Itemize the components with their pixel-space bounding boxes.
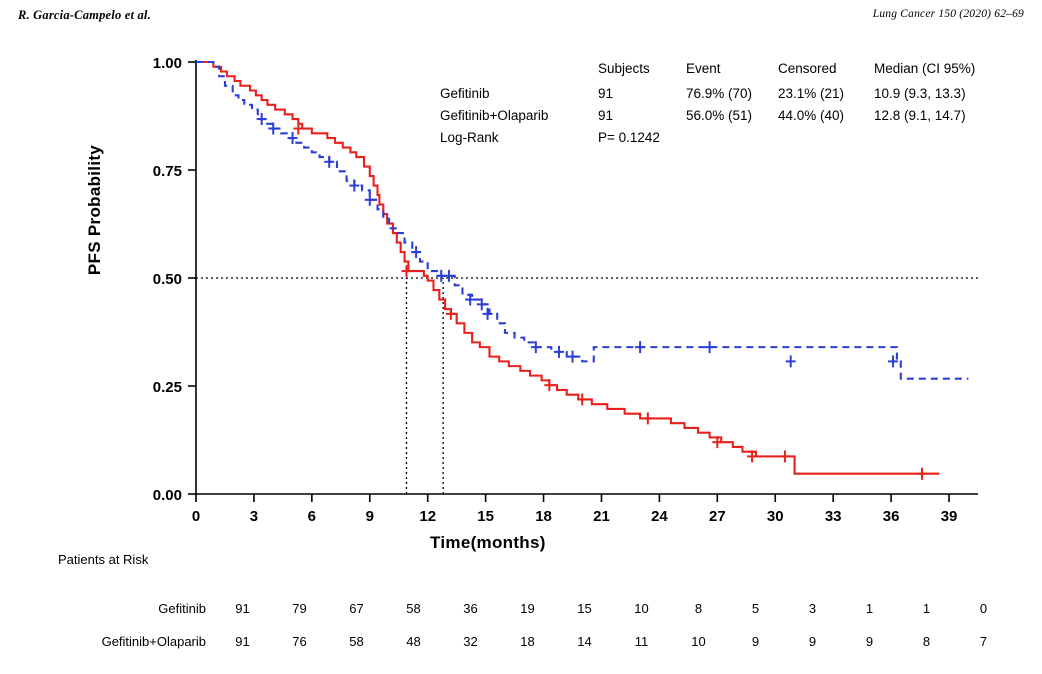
logrank-label: Log-Rank (440, 130, 499, 145)
svg-text:0: 0 (191, 508, 201, 525)
risk-cell: 79 (292, 601, 307, 616)
risk-cell: 32 (463, 634, 478, 649)
svg-text:21: 21 (593, 508, 610, 525)
censor-marks-1 (293, 123, 927, 480)
y-axis-label: PFS Probability (85, 144, 104, 276)
svg-text:3: 3 (249, 508, 259, 525)
y-axis-ticks (153, 55, 196, 504)
svg-text:18: 18 (535, 508, 552, 525)
risk-row-label-gefitinib-olaparib: Gefitinib+Olaparib (101, 634, 206, 649)
header-authors: R. Garcia-Campelo et al. (18, 8, 151, 22)
legend-subjects-gefitinib-olaparib: 91 (598, 108, 614, 123)
legend-event-gefitinib: 76.9% (70) (686, 86, 753, 101)
legend-col-event: Event (686, 61, 721, 76)
legend-event-gefitinib-olaparib: 56.0% (51) (686, 108, 753, 123)
risk-cell: 19 (520, 601, 535, 616)
header-journal: Lung Cancer 150 (2020) 62–69 (872, 8, 1024, 20)
svg-text:39: 39 (940, 508, 958, 525)
risk-cell: 14 (577, 634, 592, 649)
svg-text:15: 15 (477, 508, 494, 525)
legend-row-logrank (440, 127, 975, 149)
patients-at-risk-title: Patients at Risk (58, 552, 149, 567)
risk-cell: 7 (979, 634, 988, 649)
risk-cell: 8 (694, 601, 703, 616)
x-axis-ticks (192, 494, 958, 525)
risk-cell: 91 (235, 601, 250, 616)
risk-cell: 8 (922, 634, 931, 649)
svg-text:9: 9 (365, 508, 374, 525)
risk-cell: 9 (808, 634, 817, 649)
risk-row-gefitinib-olaparib (58, 625, 1012, 658)
reference-lines (196, 278, 978, 494)
risk-cell: 91 (235, 634, 250, 649)
svg-text:1.00: 1.00 (152, 55, 182, 72)
svg-text:6: 6 (307, 508, 317, 525)
risk-cell: 11 (634, 634, 649, 649)
legend-header-row (440, 58, 975, 83)
svg-text:0.00: 0.00 (152, 487, 182, 504)
risk-cell: 5 (751, 601, 760, 616)
legend-col-subjects: Subjects (598, 61, 650, 76)
svg-text:0.75: 0.75 (152, 163, 182, 180)
patients-at-risk-table (58, 592, 1012, 658)
legend-median-gefitinib-olaparib: 12.8 (9.1, 14.7) (874, 108, 966, 123)
legend-censored-gefitinib-olaparib: 44.0% (40) (778, 108, 845, 123)
legend-col-median: Median (CI 95%) (874, 61, 976, 76)
legend-col-censored: Censored (778, 61, 837, 76)
risk-cell: 76 (292, 634, 307, 649)
risk-cell: 67 (349, 601, 364, 616)
risk-cell: 1 (865, 601, 874, 616)
risk-cell: 48 (406, 634, 421, 649)
svg-text:12: 12 (419, 508, 437, 525)
svg-text:36: 36 (882, 508, 900, 525)
legend-name-gefitinib-olaparib: Gefitinib+Olaparib (440, 108, 549, 123)
risk-cell: 9 (865, 634, 874, 649)
risk-cell: 9 (751, 634, 760, 649)
risk-cell: 10 (691, 634, 706, 649)
risk-cell: 58 (406, 601, 421, 616)
legend-row-gefitinib-olaparib (440, 105, 975, 127)
risk-cell: 3 (808, 601, 817, 616)
svg-text:24: 24 (651, 508, 668, 525)
risk-row-label-gefitinib: Gefitinib (158, 601, 206, 616)
risk-cell: 36 (463, 601, 478, 616)
legend-name-gefitinib: Gefitinib (440, 86, 490, 101)
legend-censored-gefitinib: 23.1% (21) (778, 86, 845, 101)
svg-text:0.25: 0.25 (152, 379, 182, 396)
logrank-value: P= 0.1242 (598, 130, 660, 145)
x-axis-label: Time(months) (430, 533, 546, 552)
risk-row-gefitinib (58, 592, 1012, 625)
legend-median-gefitinib: 10.9 (9.3, 13.3) (874, 86, 966, 101)
risk-cell: 10 (634, 601, 649, 616)
risk-cell: 1 (922, 601, 931, 616)
svg-text:0.50: 0.50 (152, 271, 182, 288)
risk-cell: 18 (520, 634, 535, 649)
censor-marks-2 (257, 113, 898, 367)
risk-cell: 58 (349, 634, 364, 649)
legend-subjects-gefitinib: 91 (598, 86, 614, 101)
legend-row-gefitinib (440, 83, 975, 105)
svg-text:27: 27 (708, 508, 726, 525)
svg-text:33: 33 (824, 508, 842, 525)
svg-text:30: 30 (766, 508, 784, 525)
chart-legend-table (440, 58, 975, 149)
legend-col-blank (440, 58, 588, 83)
risk-cell: 0 (979, 601, 988, 616)
risk-cell: 15 (577, 601, 592, 616)
